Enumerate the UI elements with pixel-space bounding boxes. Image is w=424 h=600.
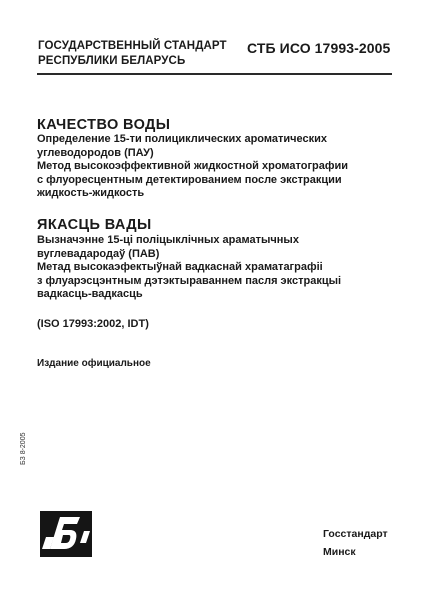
belarusian-subtitle [37,234,341,302]
standard-code: СТБ ИСО 17993-2005 [247,40,391,56]
belarusian-subtitle-line: Метад высокаэфектыўнай вадкаснай храматаграфіі [37,261,323,273]
header-standard-type [38,39,227,69]
belarusian-subtitle-line: вадкасць-вадкасць [37,288,143,300]
belarusian-subtitle-line: вуглевадародаў (ПАВ) [37,247,160,260]
russian-subtitle [37,133,348,201]
russian-subtitle-line: Метод высокоэффективной жидкостной хроматографии [37,160,349,172]
iso-reference: (ISO 17993:2002, IDT) [37,318,149,330]
header-divider [37,73,392,75]
belarusian-title: ЯКАСЦЬ ВАДЫ [37,217,152,233]
header-line-1: ГОСУДАРСТВЕННЫЙ СТАНДАРТ [38,40,227,52]
russian-subtitle-line: жидкость-жидкость [37,187,145,199]
russian-subtitle-line: углеводородов (ПАУ) [37,146,154,159]
publisher-city: Минск [323,546,356,558]
russian-subtitle-line: с флуоресцентным детектированием после экстракции [37,173,342,186]
edition-label: Издание официальное [37,358,151,369]
gosstandart-logo [40,511,92,557]
publisher-name: Госстандарт [323,528,388,540]
russian-subtitle-line: Определение 15-ти полициклических ароматических [37,133,327,145]
vertical-note: БЗ 8-2005 [20,432,27,465]
header-line-2: РЕСПУБЛИКИ БЕЛАРУСЬ [38,55,186,67]
belarusian-subtitle-line: Вызначэнне 15-ці поліцыклічных араматычных [37,234,299,246]
russian-title: КАЧЕСТВО ВОДЫ [37,117,171,133]
belarusian-subtitle-line: з флуарэсцэнтным дэтэктыраваннем пасля экстракцыі [37,274,342,287]
